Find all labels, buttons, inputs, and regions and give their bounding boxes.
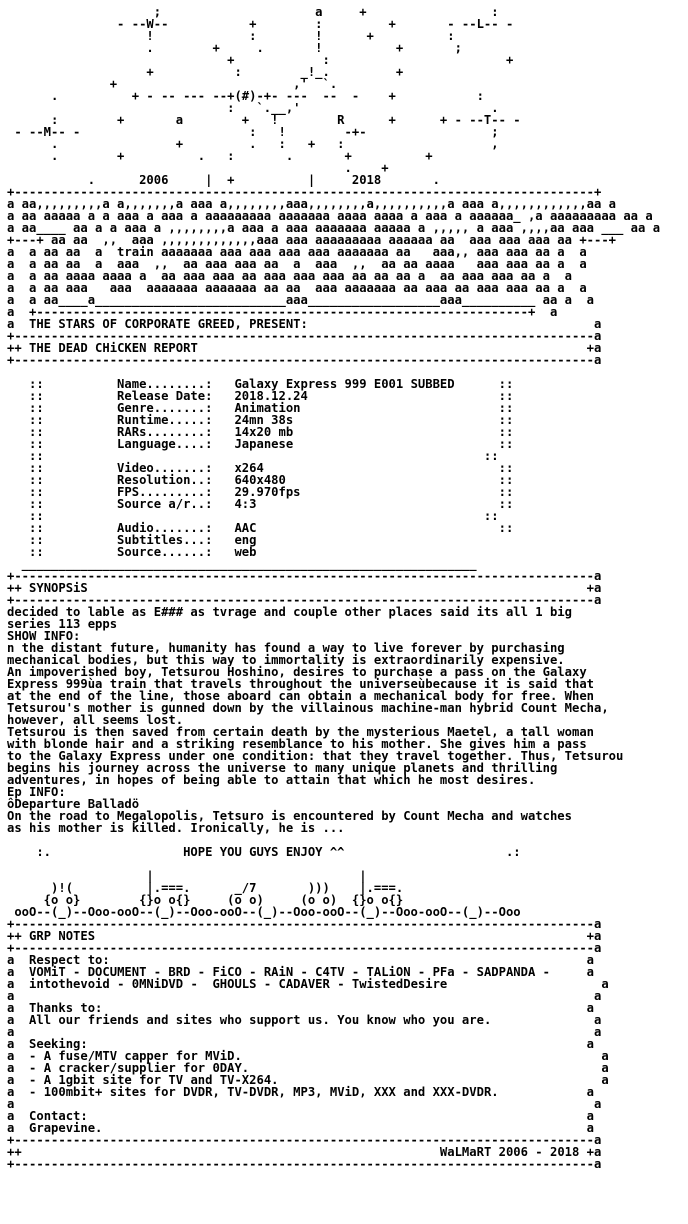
header-years-line: . 2006 | + | 2018 .	[7, 173, 440, 187]
owls-art-line: {o o} {}o o{} (o o) (o o) {}o o{}	[7, 893, 404, 907]
synopsis-line: Express 999ùa train that travels throughout the universeùbecause it is said that	[7, 677, 594, 691]
release-row: :: Source......: web	[7, 545, 257, 559]
release-row: :: ::	[7, 449, 499, 463]
release-info	[7, 378, 688, 570]
notes-line: a VOMiT - DOCUMENT - BRD - FiCO - RAiN - C4TV - TALiON - PFa - SADPANDA - a	[7, 965, 595, 979]
header-art	[7, 6, 688, 186]
divider: +-------------------------------------------------------------------------------a	[7, 941, 602, 955]
release-fps: 29.970fps	[234, 485, 301, 499]
owls-art-line: )!( |.===. _/7 ))) |.===.	[7, 881, 404, 895]
owls-art	[7, 870, 688, 918]
header-art-line: + ,' `.	[7, 77, 338, 91]
banner-line: a a aa aaaa aaaa a aa aaa aaa aa aaa aaa aaa aa aa aa a aa aaa aaa aa a a	[7, 269, 572, 283]
header-art-line: + : _!_. +	[7, 65, 404, 79]
release-name: Galaxy Express 999 E001 SUBBED	[234, 377, 455, 391]
release-row: :: Language....: Japanese ::	[7, 437, 514, 451]
synopsis-line: Tetsurou's mother is gunned down by the villainous machine-man hybrid Count Mecha,	[7, 701, 609, 715]
respect-label: Respect to:	[29, 953, 110, 967]
notes-line: a a	[7, 1025, 602, 1039]
synopsis-line: Ep INFO:	[7, 785, 66, 799]
header-art-line: . + . ! + ;	[7, 41, 462, 55]
notes-line: a intothevoid - 0MNiDVD - GHOULS - CADAVER - TwistedDesire a	[7, 977, 609, 991]
synopsis-line: at the end of the line, those aboard can obtain a mechanical body for free. When	[7, 689, 594, 703]
divider: ______________________________________________________________	[7, 557, 477, 571]
release-row: :: FPS.........: 29.970fps ::	[7, 485, 514, 499]
synopsis-line: as his mother is killed. Ironically, he is ...	[7, 821, 345, 835]
banner-line: a a aa aa a aaa ,, aa aaa aaa aa a aaa ,, aa aa aaaa aaa aaa aa a a	[7, 257, 587, 271]
release-row: :: Source a/r..: 4:3 ::	[7, 497, 514, 511]
notes-heading: GRP NOTES	[29, 929, 96, 943]
enjoy-line: :. HOPE YOU GUYS ENJOY ^^ .:	[7, 845, 521, 859]
seeking-line: - 100mbit+ sites for DVDR, TV-DVDR, MP3, MViD, XXX and XXX-DVDR.	[29, 1085, 499, 1099]
release-row: :: Release Date: 2018.12.24 ::	[7, 389, 514, 403]
release-row: :: ::	[7, 509, 499, 523]
report-title: THE DEAD CHiCKEN REPORT	[29, 341, 198, 355]
header-art-line: + : +	[7, 53, 514, 67]
divider: +-------------------------------------------------------------------------------a	[7, 593, 602, 607]
release-row: :: Name........: Galaxy Express 999 E001 SUBBED ::	[7, 377, 514, 391]
release-source: web	[234, 545, 257, 559]
respect-line: intothevoid - 0MNiDVD - GHOULS - CADAVER - TwistedDesire	[29, 977, 448, 991]
notes-line: a - 100mbit+ sites for DVDR, TV-DVDR, MP3, MViD, XXX and XXX-DVDR. a	[7, 1085, 595, 1099]
synopsis-line: n the distant future, humanity has found a way to live forever by purchasing	[7, 641, 565, 655]
divider: +-------------------------------------------------------------------------------a	[7, 917, 602, 931]
synopsis-text	[7, 606, 688, 834]
divider: +-------------------------------------------------------------------------------a	[7, 1157, 602, 1171]
banner-line: +---+ aa aa ,, aaa ,,,,,,,,,,,,,aaa aaa aaaaaaaaa aaaaaa aa aaa aaa aaa aa +---+	[7, 233, 617, 247]
notes-line: a Thanks to: a	[7, 1001, 595, 1015]
synopsis-line: begins his journey across the universe to many unique planets and thrilling	[7, 761, 558, 775]
release-row: :: Genre.......: Animation ::	[7, 401, 514, 415]
divider: +-------------------------------------------------------------------------------a	[7, 569, 602, 583]
present-line: a THE STARS OF CORPORATE GREED, PRESENT: a	[7, 317, 602, 331]
release-resolution: 640x480	[234, 473, 286, 487]
footer-line: ++ WaLMaRT 2006 - 2018 +a	[7, 1145, 602, 1159]
release-row: :: Resolution..: 640x480 ::	[7, 473, 514, 487]
header-art-line: - --W-- + : + - --L-- -	[7, 17, 514, 31]
banner-line: a a aa____a__________________________aaa__________________aaa__________ aa a a	[7, 293, 594, 307]
header-art-line: . + . : . + +	[7, 149, 433, 163]
synopsis-line: with blonde hair and a striking resemblance to his mother. She gives him a pass	[7, 737, 587, 751]
notes-line: a - A fuse/MTV capper for MViD. a	[7, 1049, 609, 1063]
banner-line: +-------------------------------------------------------------------------------+	[7, 185, 602, 199]
year-end: 2018	[351, 173, 382, 187]
banner-line: a a aa aa a train aaaaaaa aaa aaa aaa aaa aaaaaaa aa aaa,, aaa aaa aa a a	[7, 245, 587, 259]
seeking-line: - A cracker/supplier for 0DAY.	[29, 1061, 250, 1075]
release-subtitles: eng	[234, 533, 257, 547]
notes-line: a All our friends and sites who support us. You know who you are. a	[7, 1013, 602, 1027]
contact-line: Grapevine.	[29, 1121, 103, 1135]
respect-line: VOMiT - DOCUMENT - BRD - FiCO - RAiN - C4TV - TALiON - PFa - SADPANDA -	[29, 965, 550, 979]
synopsis-heading: SYNOPSiS	[29, 581, 88, 595]
header-art-line: ; a + :	[7, 5, 499, 19]
synopsis-heading-line: ++ SYNOPSiS +a	[7, 581, 602, 595]
release-row: :: Audio.......: AAC ::	[7, 521, 514, 535]
synopsis-line: On the road to Megalopolis, Tetsuro is encountered by Count Mecha and watches	[7, 809, 572, 823]
contact-label: Contact:	[29, 1109, 88, 1123]
notes-line: a Seeking: a	[7, 1037, 595, 1051]
synopsis-line: mechanical bodies, but this way to immortality is extraordinarily expensive.	[7, 653, 565, 667]
divider: +-------------------------------------------------------------------------------a	[7, 353, 602, 367]
notes-line: a Respect to: a	[7, 953, 595, 967]
release-video: x264	[234, 461, 264, 475]
synopsis-line: An impoverished boy, Tetsurou Hoshino, desires to purchase a pass on the Galaxy	[7, 665, 587, 679]
report-title-line: ++ THE DEAD CHiCKEN REPORT +a	[7, 341, 602, 355]
release-source-ar: 4:3	[234, 497, 257, 511]
notes-line: a Grapevine. a	[7, 1121, 595, 1135]
header-art-line: : `.__,' .	[7, 101, 499, 115]
owls-art-line: ooO--(_)--Ooo-ooO--(_)--Ooo-ooO--(_)--Ooo-ooO--(_)--Ooo-ooO--(_)--Ooo	[7, 905, 521, 919]
notes-line: a a	[7, 1097, 602, 1111]
seeking-line: - A fuse/MTV capper for MViD.	[29, 1049, 242, 1063]
release-date: 2018.12.24	[234, 389, 308, 403]
seeking-line: - A 1gbit site for TV and TV-X264.	[29, 1073, 279, 1087]
release-rars: 14x20 mb	[234, 425, 294, 439]
synopsis-line: Tetsurou is then saved from certain death by the mysterious Maetel, a tall woman	[7, 725, 594, 739]
notes-body	[7, 954, 688, 1134]
release-runtime: 24mn 38s	[234, 413, 294, 427]
header-art-line: - --M-- - : ! -+- ;	[7, 125, 499, 139]
notes-line: a - A cracker/supplier for 0DAY. a	[7, 1061, 609, 1075]
synopsis-line: decided to lable as E### as tvrage and couple other places said its all 1 big	[7, 605, 572, 619]
release-row: :: Video.......: x264 ::	[7, 461, 514, 475]
synopsis-line: however, all seems lost.	[7, 713, 184, 727]
divider: +-------------------------------------------------------------------------------a	[7, 329, 602, 343]
notes-line: a Contact: a	[7, 1109, 595, 1123]
seeking-label: Seeking:	[29, 1037, 88, 1051]
header-art-line: . +	[7, 161, 389, 175]
release-row: :: Subtitles...: eng	[7, 533, 257, 547]
banner-line: a +-------------------------------------------------------------------+ a	[7, 305, 558, 319]
header-art-line: . + . : + : ,	[7, 137, 499, 151]
header-art-line: ! : ! + :	[7, 29, 455, 43]
banner-line: a a aa aaa aaa aaaaaaa aaaaaaa aa aa aaa aaaaaaa aa aaa aa aaa aaa aa a a	[7, 281, 587, 295]
footer-text: WaLMaRT 2006 - 2018	[439, 1145, 580, 1159]
header-art-line: : + a + ! R + + - --T-- -	[7, 113, 521, 127]
synopsis-line: to the Galaxy Express under one condition: that they travel together. Thus, Tetsurou	[7, 749, 624, 763]
header-art-line: . + - -- --- --+(#)-+- --- -- - + :	[7, 89, 484, 103]
notes-line: a a	[7, 989, 602, 1003]
year-start: 2006	[139, 173, 169, 187]
thanks-label: Thanks to:	[29, 1001, 103, 1015]
release-audio: AAC	[234, 521, 257, 535]
banner-line: a aa____ aa a a aaa a ,,,,,,,,a aaa a aaa aaaaaaa aaaaa a ,,,,, a aaa ,,,,aa aaa ___ aa a	[7, 221, 661, 235]
banner-line: a aa aaaaa a a aaa a aaa a aaaaaaaaa aaaaaaa aaaa aaaa a aaa a aaaaaa_ ,a aaaaaaaaa aa a	[7, 209, 653, 223]
notes-line: a - A 1gbit site for TV and TV-X264. a	[7, 1073, 609, 1087]
synopsis-line: ôDeparture Balladö	[7, 797, 140, 811]
divider: +-------------------------------------------------------------------------------a	[7, 1133, 602, 1147]
thanks-line: All our friends and sites who support us. You know who you are.	[29, 1013, 492, 1027]
release-language: Japanese	[234, 437, 294, 451]
release-row: :: RARs........: 14x20 mb ::	[7, 425, 514, 439]
release-row: :: Runtime.....: 24mn 38s ::	[7, 413, 514, 427]
owls-art-line: | |	[7, 869, 367, 883]
synopsis-line: SHOW INFO:	[7, 629, 81, 643]
banner-line: a aa,,,,,,,,,a a,,,,,,,a aaa a,,,,,,,,aaa,,,,,,,,a,,,,,,,,,,a aaa a,,,,,,,,,,,,aa a	[7, 197, 617, 211]
synopsis-line: series 113 epps	[7, 617, 118, 631]
synopsis-line: adventures, in hopes of being able to attain that which he most desires.	[7, 773, 536, 787]
release-genre: Animation	[234, 401, 301, 415]
group-banner	[7, 186, 688, 318]
notes-heading-line: ++ GRP NOTES +a	[7, 929, 602, 943]
